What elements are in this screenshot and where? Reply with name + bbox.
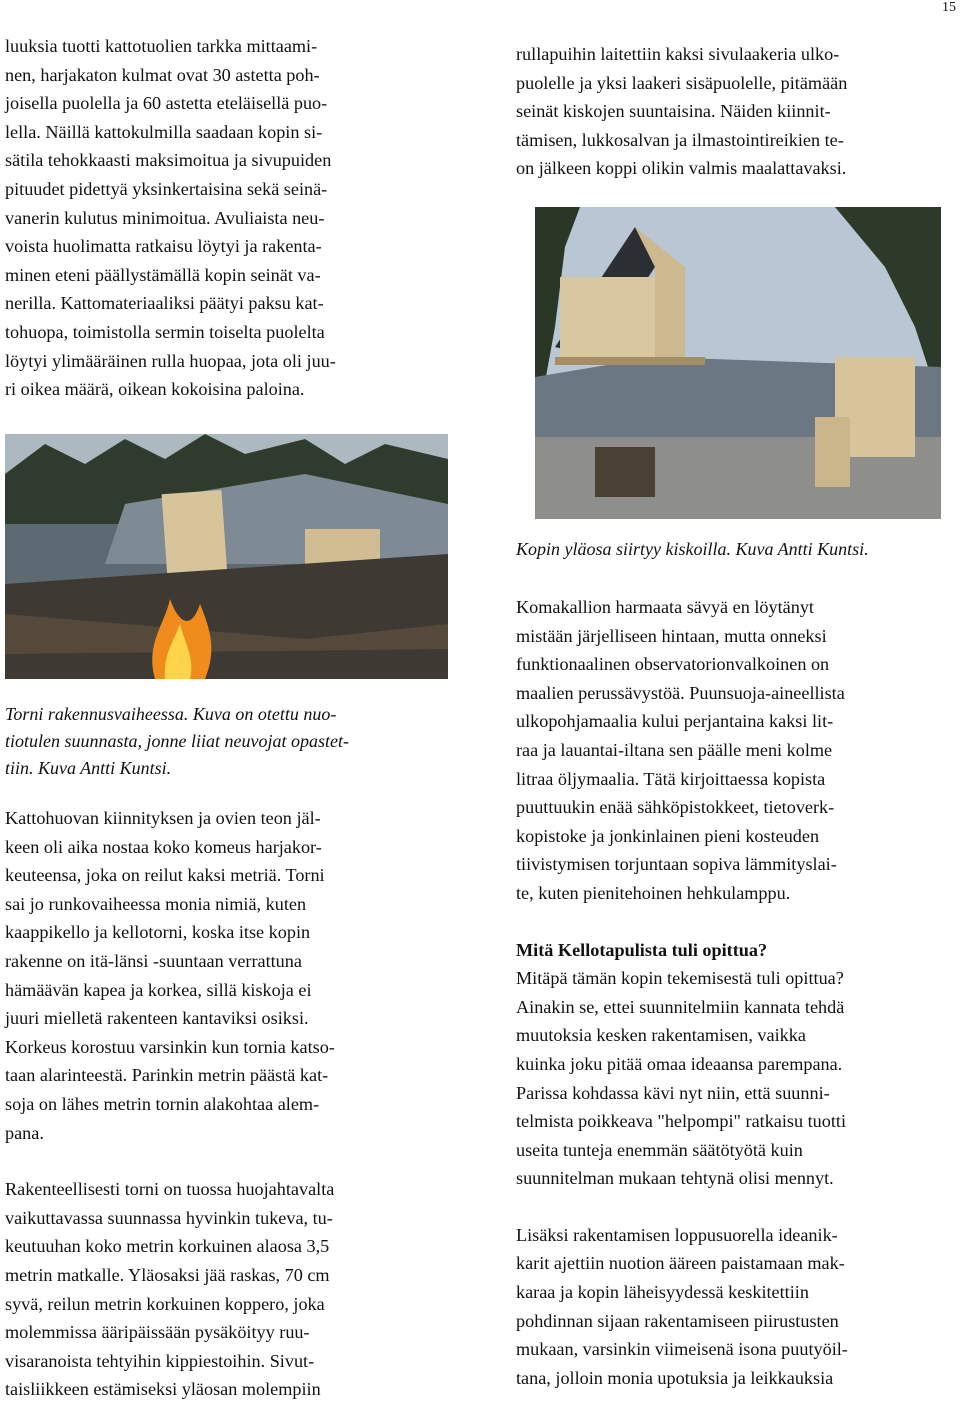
observatory-hut-photo bbox=[535, 207, 941, 519]
right-column bbox=[516, 40, 958, 183]
campfire-photo bbox=[5, 434, 448, 679]
right-paragraph-4: Lisäksi rakentamisen loppusuorella ideanik- karit ajettiin nuotion ääreen paistamaan mak- karaa ja kopin läheisyydessä keskitettiin pohdinnan sijaan rakentamiseen piirustusten mukaan, varsinkin viimeisenä isona puutyöil- tana, jolloin monia upotuksia ja leikkauksia bbox=[516, 1224, 848, 1388]
page-number: 15 bbox=[942, 0, 956, 15]
right-paragraph-1: rullapuihin laitettiin kaksi sivulaakeria ulko- puolelle ja yksi laakeri sisäpuolelle, pitämään seinät kiskojen suuntaisina. Näiden kiinnit- tämisen, lukkosalvan ja ilmastointireikien te- on jälkeen koppi olikin valmis maalattavaksi. bbox=[516, 44, 848, 179]
section-heading: Mitä Kellotapulista tuli opittua? bbox=[516, 939, 768, 960]
left-column-lower bbox=[5, 804, 460, 1404]
left-paragraph-1: luuksia tuotti kattotuolien tarkka mittaami- nen, harjakaton kulmat ovat 30 astetta poh- joisella puolella ja 60 astetta eteläisellä puo- lella. Näillä kattokulmilla saadaan kopin si- sätila tehokkaasti maksimoitua ja sivupuiden pituudet pidettyä yksinkertaisina sekä seinä- vanerin kulutus minimoitua. Avuliaista neu- voista huolimatta ratkaisu löytyi ja rakenta- minen eteni päällystämällä kopin seinät va- nerilla. Kattomateriaaliksi päätyi paksu kat- tohuopa, toimistolla sermin toiselta puolelta löytyi ylimääräinen rulla huopaa, jota oli juu- ri oikea määrä, oikean kokoisina paloina. bbox=[5, 36, 336, 400]
left-column bbox=[5, 32, 460, 404]
right-paragraph-2: Komakallion harmaata sävyä en löytänyt mistään järjelliseen hintaan, mutta onneksi funktionaalinen observatorionvalkoinen on maalien perussävystöä. Puunsuoja-aineellista ulkopohjamaalia kului perjantaina kaksi lit- raa ja lauantai-iltana sen päälle meni kolme litraa öljymaalia. Tätä kirjoittaessa kopista puuttuukin enää sähköpistokkeet, tietoverk- kopistoke ja jonkinlainen pieni kosteuden tiivistymisen torjuntaan sopiva lämmityslai- te, kuten pienitehoinen hehkulamppu. bbox=[516, 597, 845, 903]
observatory-hut-photo-caption: Kopin yläosa siirtyy kiskoilla. Kuva Antti Kuntsi. bbox=[516, 539, 869, 559]
right-paragraph-3: Mitäpä tämän kopin tekemisestä tuli opittua? Ainakin se, ettei suunnitelmiin kannata tehdä muutoksia kesken rakentamisen, vaikka kuinka joku pitää omaa ideaansa parempana. Parissa kohdassa kävi nyt niin, että suunni- telmista poikkeava "helpompi" ratkaisu tuotti useita tunteja enemmän säätötyötä kuin suunnitelman mukaan tehtynä olisi mennyt. bbox=[516, 968, 847, 1189]
right-column-lower bbox=[516, 593, 958, 1392]
left-paragraph-2: Kattohuovan kiinnityksen ja ovien teon jäl- keen oli aika nostaa koko komeus harjakor- keuteensa, joka on reilut kaksi metriä. Torni sai jo runkovaiheessa monia nimiä, kuten kaappikello ja kellotorni, koska itse kopin rakenne on itä-länsi -suuntaan verrattuna hämäävän kapea ja korkea, sillä kiskoja ei juuri mielletä rakenteen kantaviksi osiksi. Korkeus korostuu varsinkin kun tornia katso- taan alarinteestä. Parinkin metrin päästä kat- soja on lähes metrin tornin alakohtaa alem- pana. bbox=[5, 808, 335, 1143]
left-paragraph-3: Rakenteellisesti torni on tuossa huojahtavalta vaikuttavassa suunnassa hyvinkin tukeva, tu- keutuuhan koko metrin korkuinen alaosa 3,5 metrin matkalle. Yläosaksi jää raskas, 70 cm syvä, reilun metrin korkuinen koppero, joka molemmissa ääripäissään pysäköityy ruu- visaranoista tehtyihin kippiestoihin. Sivut- taisliikkeen estämiseksi yläosan molempiin bbox=[5, 1179, 335, 1400]
campfire-photo-caption: Torni rakennusvaiheessa. Kuva on otettu nuo- tiotulen suunnasta, jonne liiat neuvojat opastet- tiin. Kuva Antti Kuntsi. bbox=[5, 704, 349, 778]
